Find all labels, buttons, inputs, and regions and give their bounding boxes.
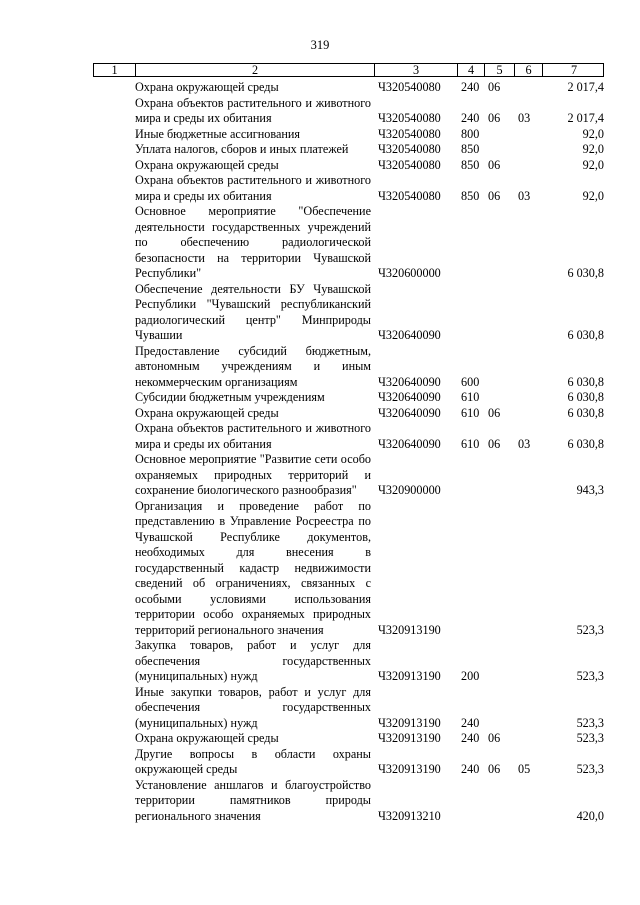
row-sum: 943,3 xyxy=(576,483,604,497)
header-col-7: 7 xyxy=(570,63,578,77)
row-sum: 2 017,4 xyxy=(567,111,604,125)
row-name: Установление аншлагов и благоустройство территории памятников природы регионального значения xyxy=(135,777,371,823)
row-rz: 06 xyxy=(488,731,501,745)
table-row xyxy=(93,80,604,96)
row-sum: 6 030,8 xyxy=(567,328,604,342)
page-number: 319 xyxy=(310,38,330,52)
row-code: Ч320640090 xyxy=(378,436,441,451)
row-sum: 6 030,8 xyxy=(567,374,604,389)
row-code: Ч320640090 xyxy=(378,374,441,389)
row-vr: 600 xyxy=(461,374,480,389)
row-code: Ч320913190 xyxy=(378,715,441,730)
row-name: Уплата налогов, сборов и иных платежей xyxy=(135,142,349,156)
row-rz: 06 xyxy=(488,762,501,776)
row-code: Ч320913190 xyxy=(378,731,441,745)
table-row xyxy=(93,127,604,143)
row-name: Предоставление субсидий бюджетным, автономным учреждениям и иным некоммерческим организациям xyxy=(135,343,371,389)
table-row xyxy=(93,406,604,422)
row-code: Ч320600000 xyxy=(378,266,441,280)
table-row xyxy=(93,421,604,452)
row-pr: 05 xyxy=(518,762,531,776)
row-sum: 6 030,8 xyxy=(567,436,604,451)
row-code: Ч320640090 xyxy=(378,390,441,404)
header-col-5: 5 xyxy=(485,64,515,76)
table-row xyxy=(93,638,604,685)
table-body xyxy=(93,80,604,824)
row-name: Охрана окружающей среды xyxy=(135,80,279,94)
row-name: Обеспечение деятельности БУ Чувашской Республики "Чувашский республиканский радиологический центр" Минприроды Чувашии xyxy=(135,281,371,342)
row-vr: 610 xyxy=(461,436,480,451)
row-vr: 850 xyxy=(461,157,480,172)
row-sum: 523,3 xyxy=(576,715,604,730)
table-row xyxy=(93,747,604,778)
row-name: Организация и проведение работ по представлению в Управление Росреестра по Чувашской Республике документов, необходимых для внесения в государственный кадастр недвижимости сведений об ограничениях, связанных с особыми условиями использования территории особо охраняемых природных территорий регионального значения xyxy=(135,498,371,637)
row-code: Ч320540080 xyxy=(378,80,441,94)
row-vr: 240 xyxy=(461,715,480,730)
row-rz: 06 xyxy=(488,405,501,420)
header-col-2: 2 xyxy=(136,64,375,76)
row-sum: 523,3 xyxy=(576,622,604,637)
row-sum: 92,0 xyxy=(582,142,604,156)
row-vr: 610 xyxy=(461,405,480,420)
row-code: Ч320540080 xyxy=(378,111,441,125)
row-rz: 06 xyxy=(488,436,501,451)
table-row xyxy=(93,158,604,174)
row-sum: 6 030,8 xyxy=(567,390,604,404)
row-code: Ч320640090 xyxy=(378,405,441,420)
row-name: Субсидии бюджетным учреждениям xyxy=(135,390,325,404)
row-sum: 523,3 xyxy=(576,762,604,776)
row-vr: 850 xyxy=(461,188,480,203)
row-vr: 240 xyxy=(461,111,480,125)
table-row xyxy=(93,344,604,391)
row-name: Другие вопросы в области охраны окружающей среды xyxy=(135,746,371,776)
row-sum: 92,0 xyxy=(582,188,604,203)
row-name: Охрана объектов растительного и животного мира и среды их обитания xyxy=(135,421,371,451)
row-rz: 06 xyxy=(488,111,501,125)
header-col-1: 1 xyxy=(94,64,136,76)
row-vr: 240 xyxy=(461,80,480,94)
row-code: Ч320640090 xyxy=(378,328,441,342)
row-code: Ч320540080 xyxy=(378,188,441,203)
row-name: Охрана окружающей среды xyxy=(135,157,279,172)
table-row xyxy=(93,282,604,344)
row-name: Закупка товаров, работ и услуг для обеспечения государственных (муниципальных) нужд xyxy=(135,638,371,683)
row-pr: 03 xyxy=(518,436,531,451)
row-code: Ч320540080 xyxy=(378,157,441,172)
row-name: Основное мероприятие "Обеспечение деятельности государственных учреждений по обеспечению радиологической безопасности на территории Чувашской Республики" xyxy=(135,204,371,280)
row-code: Ч320913190 xyxy=(378,762,441,776)
row-sum: 420,0 xyxy=(576,808,604,823)
row-sum: 6 030,8 xyxy=(567,266,604,280)
row-sum: 523,3 xyxy=(576,669,604,683)
table-row xyxy=(93,685,604,732)
header-col-3: 3 xyxy=(375,64,458,76)
row-pr: 03 xyxy=(518,111,531,125)
table-header xyxy=(93,63,604,77)
header-col-6: 6 xyxy=(515,64,543,76)
row-name: Охрана окружающей среды xyxy=(135,731,279,745)
row-rz: 06 xyxy=(488,157,501,172)
row-name: Иные закупки товаров, работ и услуг для обеспечения государственных (муниципальных) нужд xyxy=(135,684,371,730)
table-row xyxy=(93,731,604,747)
row-sum: 523,3 xyxy=(576,731,604,745)
table-row xyxy=(93,96,604,127)
table-row xyxy=(93,390,604,406)
row-name: Охрана объектов растительного и животного мира и среды их обитания xyxy=(135,95,371,125)
row-name: Охрана окружающей среды xyxy=(135,405,279,420)
row-vr: 240 xyxy=(461,731,480,745)
row-code: Ч320540080 xyxy=(378,142,441,156)
table-row xyxy=(93,452,604,499)
row-name: Охрана объектов растительного и животного мира и среды их обитания xyxy=(135,173,371,203)
row-pr: 03 xyxy=(518,188,531,203)
row-sum: 92,0 xyxy=(582,157,604,172)
row-vr: 850 xyxy=(461,142,480,156)
row-code: Ч320913210 xyxy=(378,808,441,823)
row-code: Ч320913190 xyxy=(378,622,441,637)
row-code: Ч320900000 xyxy=(378,483,441,497)
table-row xyxy=(93,499,604,639)
row-sum: 2 017,4 xyxy=(567,80,604,94)
row-vr: 240 xyxy=(461,762,480,776)
row-code: Ч320540080 xyxy=(378,126,441,141)
row-sum: 6 030,8 xyxy=(567,405,604,420)
table-row xyxy=(93,204,604,282)
table-row xyxy=(93,142,604,158)
header-col-4: 4 xyxy=(458,64,485,76)
row-rz: 06 xyxy=(488,80,501,94)
row-name: Основное мероприятие "Развитие сети особо охраняемых природных территорий и сохранение биологического разнообразия" xyxy=(135,452,371,497)
table-row xyxy=(93,173,604,204)
row-rz: 06 xyxy=(488,188,501,203)
table-row xyxy=(93,778,604,825)
row-vr: 200 xyxy=(461,669,480,683)
row-vr: 610 xyxy=(461,390,480,404)
row-sum: 92,0 xyxy=(582,126,604,141)
row-code: Ч320913190 xyxy=(378,669,441,683)
row-name: Иные бюджетные ассигнования xyxy=(135,126,301,141)
row-vr: 800 xyxy=(461,126,480,141)
